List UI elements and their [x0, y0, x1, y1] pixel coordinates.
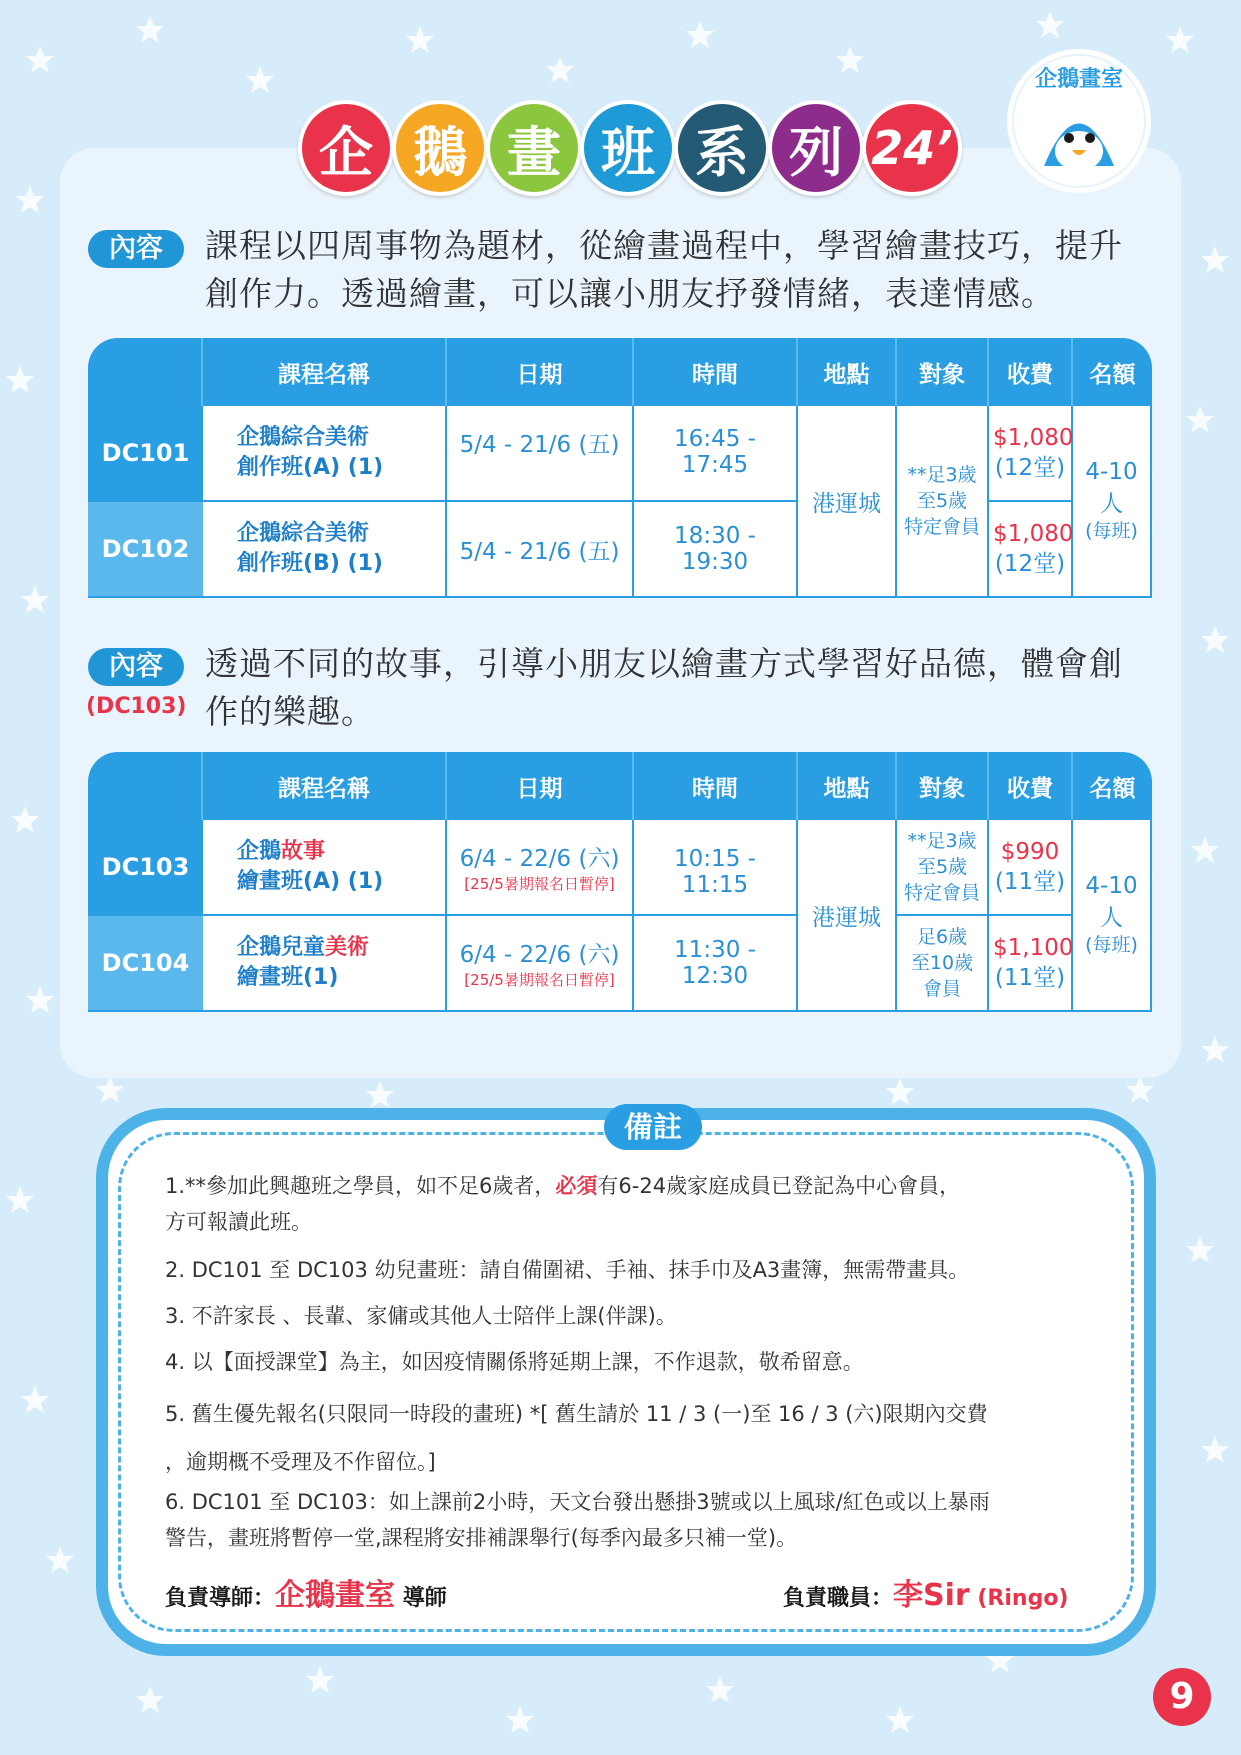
page-number: 9 — [1153, 1668, 1211, 1726]
course-name: 企鵝綜合美術 創作班(A) (1) — [203, 406, 447, 502]
content-pill: 內容 — [88, 648, 184, 686]
title-char-1: 鵝 — [392, 100, 488, 196]
header-date: 日期 — [447, 338, 634, 406]
remark-4: 4. 以【面授課堂】為主，如因疫情關係將延期上課，不作退款，敬希留意。 — [165, 1350, 864, 1374]
table-row — [88, 406, 1152, 502]
course-date: 5/4 - 21/6 (五) — [447, 502, 634, 598]
remark-2: 2. DC101 至 DC103 幼兒畫班：請自備圍裙、手袖、抹手巾及A3畫簿，無需帶畫具。 — [165, 1258, 970, 1282]
content-pill: 內容 — [88, 230, 184, 268]
title-char-6: 24’ — [862, 100, 962, 196]
title-char-4: 系 — [674, 100, 770, 196]
staff-line: 負責職員：李Sir (Ringo) — [783, 1578, 1069, 1613]
course-quota: 4-10人 (每班) — [1073, 406, 1152, 598]
remark-5: 5. 舊生優先報名(只限同一時段的畫班) *[ 舊生請於 11 / 3 (一)至 16 / 3 (六)限期內交費 ，逾期概不受理及不作留位。] — [165, 1402, 988, 1474]
header-quota: 名額 — [1073, 752, 1152, 820]
title-char-0: 企 — [298, 100, 394, 196]
header-time: 時間 — [634, 338, 798, 406]
table-row — [88, 502, 1152, 598]
header-venue: 地點 — [798, 752, 897, 820]
header-blank — [88, 338, 203, 406]
course-name: 企鵝兒童美術 繪畫班(1) — [203, 916, 447, 1012]
course-time: 18:30 - 19:30 — [634, 502, 798, 598]
header-target: 對象 — [897, 338, 989, 406]
header-course-name: 課程名稱 — [203, 338, 447, 406]
remark-1: 1.**參加此興趣班之學員，如不足6歲者，必須有6-24歲家庭成員已登記為中心會員， 方可報讀此班。 — [165, 1174, 961, 1234]
course-quota: 4-10人 (每班) — [1073, 820, 1152, 1012]
course-fee: $990 (11堂) — [989, 820, 1073, 916]
header-fee: 收費 — [989, 752, 1073, 820]
course-target: **足3歲 至5歲 特定會員 — [897, 820, 989, 916]
schedule-table-2 — [88, 752, 1152, 1012]
title-char-2: 畫 — [486, 100, 582, 196]
course-code: DC101 — [88, 406, 203, 502]
course-fee: $1,100 (11堂) — [989, 916, 1073, 1012]
course-name: 企鵝綜合美術 創作班(B) (1) — [203, 502, 447, 598]
title-char-5: 列 — [768, 100, 864, 196]
header-blank — [88, 752, 203, 820]
intro-section-1 — [88, 226, 1128, 320]
course-fee: $1,080 (12堂) — [989, 502, 1073, 598]
intro-text: 課程以四周事物為題材，從繪畫過程中，學習繪畫技巧，提升 創作力。透過繪畫，可以讓小朋友抒發情緒，表達情感。 — [205, 226, 1123, 313]
course-date: 5/4 - 21/6 (五) — [447, 406, 634, 502]
course-date: 6/4 - 22/6 (六) [25/5暑期報名日暫停] — [447, 916, 634, 1012]
table-row — [88, 820, 1152, 916]
course-date: 6/4 - 22/6 (六) [25/5暑期報名日暫停] — [447, 820, 634, 916]
title-char-3: 班 — [580, 100, 676, 196]
table-row — [88, 916, 1152, 1012]
svg-text:企鵝畫室: 企鵝畫室 — [1034, 67, 1124, 92]
header-time: 時間 — [634, 752, 798, 820]
remarks-tag: 備註 — [604, 1104, 702, 1150]
series-title — [298, 100, 1018, 200]
remark-3: 3. 不許家長 、長輩、家傭或其他人士陪伴上課(伴課)。 — [165, 1304, 677, 1328]
course-code: DC103 — [88, 820, 203, 916]
course-code: DC104 — [88, 916, 203, 1012]
intro-text: 透過不同的故事，引導小朋友以繪畫方式學習好品德，體會創 作的樂趣。 — [205, 644, 1123, 731]
header-quota: 名額 — [1073, 338, 1152, 406]
remark-6: 6. DC101 至 DC103：如上課前2小時，天文台發出懸掛3號或以上風球/紅色或以上暴雨 警告，畫班將暫停一堂,課程將安排補課舉行(每季內最多只補一堂)。 — [165, 1490, 990, 1550]
header-target: 對象 — [897, 752, 989, 820]
header-date: 日期 — [447, 752, 634, 820]
table-header — [88, 752, 1152, 820]
course-time: 11:30 - 12:30 — [634, 916, 798, 1012]
table-header — [88, 338, 1152, 406]
course-venue: 港運城 — [798, 820, 897, 1012]
course-target: 足6歲 至10歲 會員 — [897, 916, 989, 1012]
schedule-table-1 — [88, 338, 1152, 598]
course-name: 企鵝故事 繪畫班(A) (1) — [203, 820, 447, 916]
header-fee: 收費 — [989, 338, 1073, 406]
penguin-logo — [1004, 46, 1154, 196]
course-time: 10:15 - 11:15 — [634, 820, 798, 916]
course-fee: $1,080 (12堂) — [989, 406, 1073, 502]
tutor-line: 負責導師：企鵝畫室 導師 — [165, 1578, 447, 1613]
intro-section-2 — [86, 644, 1128, 738]
header-venue: 地點 — [798, 338, 897, 406]
course-code: DC102 — [88, 502, 203, 598]
course-time: 16:45 - 17:45 — [634, 406, 798, 502]
header-course-name: 課程名稱 — [203, 752, 447, 820]
course-target: **足3歲 至5歲 特定會員 — [897, 406, 989, 598]
course-code-label: (DC103) — [86, 694, 187, 719]
course-venue: 港運城 — [798, 406, 897, 598]
